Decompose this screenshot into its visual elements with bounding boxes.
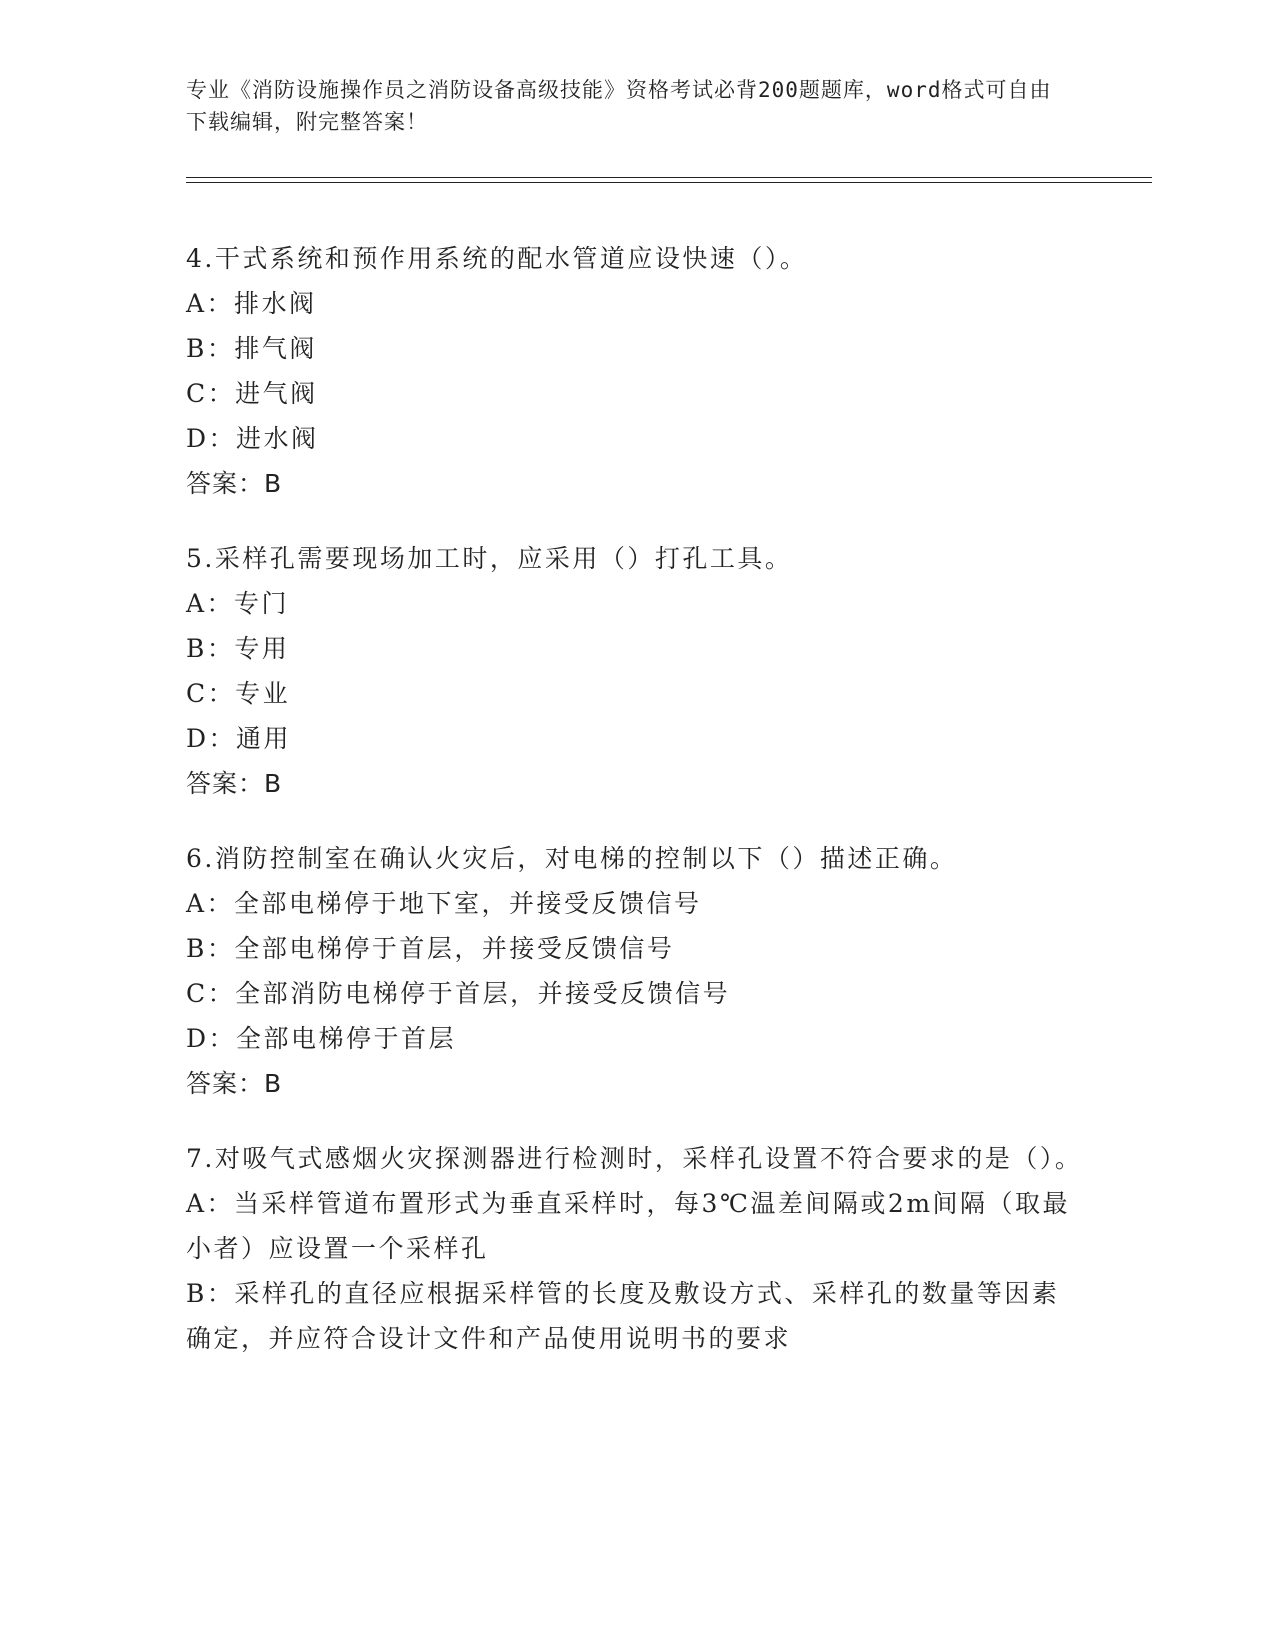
question-5 xyxy=(186,536,1086,806)
question-title: 6.消防控制室在确认火灾后，对电梯的控制以下（）描述正确。 xyxy=(186,844,958,873)
question-6 xyxy=(186,836,1086,1106)
header-intro-text: 专业《消防设施操作员之消防设备高级技能》资格考试必背200题题库，word格式可自由下载编辑，附完整答案！ xyxy=(186,78,1052,134)
header-divider-bottom xyxy=(186,182,1152,183)
option-b: B：采样孔的直径应根据采样管的长度及敷设方式、采样孔的数量等因素确定，并应符合设计文件和产品使用说明书的要求 xyxy=(186,1279,1060,1353)
question-title: 4.干式系统和预作用系统的配水管道应设快速（）。 xyxy=(186,244,808,273)
question-4 xyxy=(186,236,1086,506)
option-a: A：排水阀 xyxy=(186,289,317,318)
document-header xyxy=(186,74,1066,138)
option-b: B：排气阀 xyxy=(186,334,317,363)
option-c: C：进气阀 xyxy=(186,379,318,408)
answer-line: 答案：B xyxy=(186,1069,283,1098)
option-a: A：专门 xyxy=(186,589,290,618)
option-c: C：全部消防电梯停于首层，并接受反馈信号 xyxy=(186,979,731,1008)
question-title: 5.采样孔需要现场加工时，应采用（）打孔工具。 xyxy=(186,544,793,573)
question-7 xyxy=(186,1136,1086,1361)
option-a: A：全部电梯停于地下室，并接受反馈信号 xyxy=(186,889,702,918)
question-title: 7.对吸气式感烟火灾探测器进行检测时，采样孔设置不符合要求的是（）。 xyxy=(186,1144,1083,1173)
header-divider-top xyxy=(186,177,1152,178)
answer-line: 答案：B xyxy=(186,769,283,798)
option-c: C：专业 xyxy=(186,679,291,708)
answer-line: 答案：B xyxy=(186,469,283,498)
option-b: B：全部电梯停于首层，并接受反馈信号 xyxy=(186,934,675,963)
option-a: A：当采样管道布置形式为垂直采样时，每3℃温差间隔或2m间隔（取最小者）应设置一个采样孔 xyxy=(186,1189,1071,1263)
option-d: D：进水阀 xyxy=(186,424,319,453)
option-b: B：专用 xyxy=(186,634,290,663)
question-list xyxy=(186,236,1086,1391)
option-d: D：通用 xyxy=(186,724,292,753)
option-d: D：全部电梯停于首层 xyxy=(186,1024,457,1053)
